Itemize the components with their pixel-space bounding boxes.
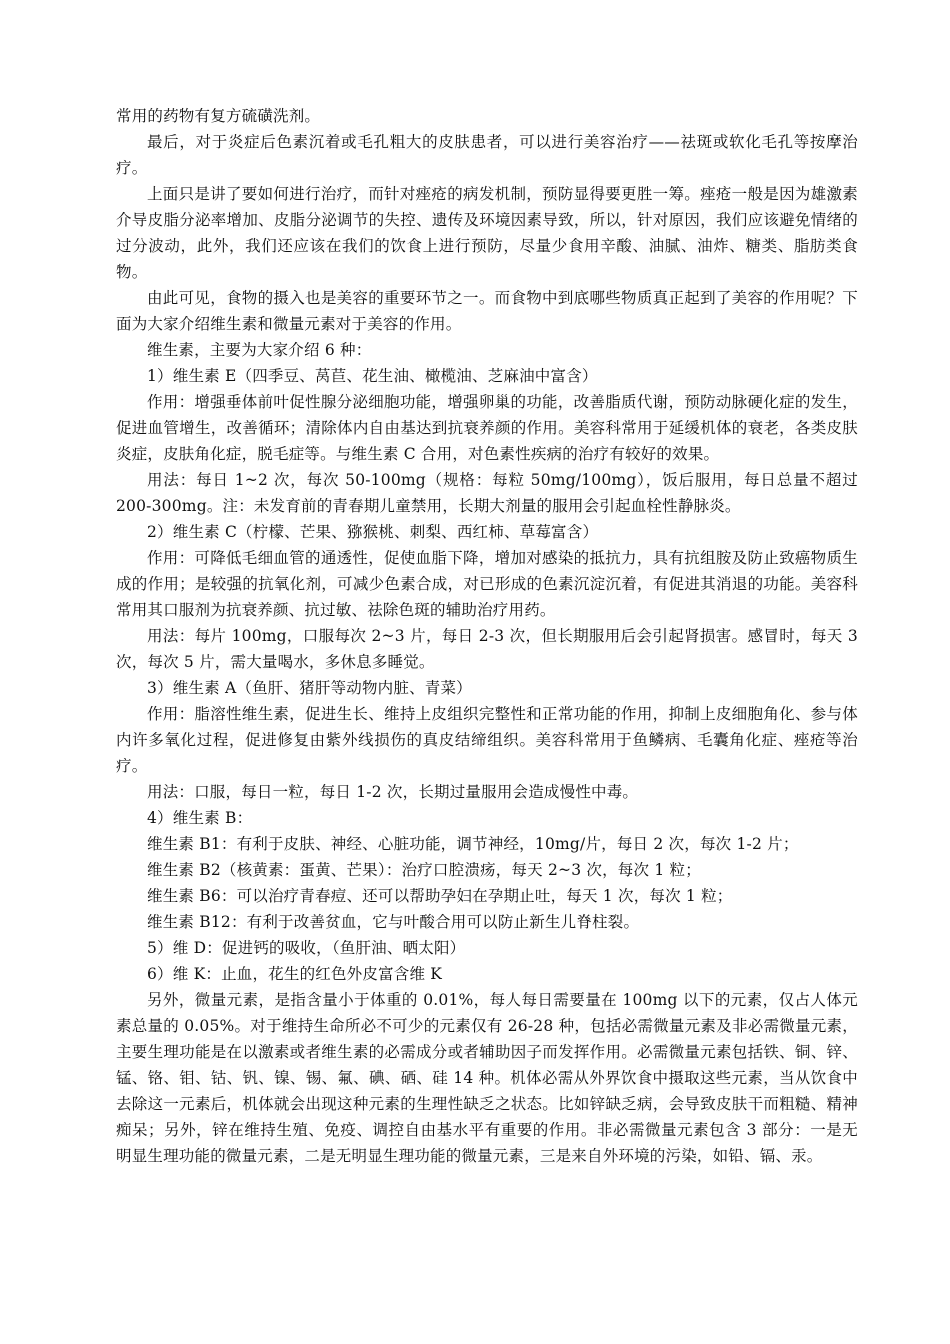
vitamin-e-usage: 用法：每日 1~2 次，每次 50-100mg（规格：每粒 50mg/100mg），饭后服用，每日总量不超过 200-300mg。注：未发育前的青春期儿童禁用，长期大剂量的服用会引起血栓性静脉炎。 — [116, 471, 858, 515]
vitamin-c-heading: 2）维生素 C（柠檬、芒果、猕猴桃、刺梨、西红柿、草莓富含） — [147, 523, 599, 541]
vitamin-a-heading: 3）维生素 A（鱼肝、猪肝等动物内脏、青菜） — [147, 679, 472, 697]
vitamin-b2: 维生素 B2（核黄素：蛋黄、芒果）：治疗口腔溃疡，每天 2~3 次，每次 1 粒； — [147, 861, 701, 879]
vitamin-b1: 维生素 B1：有利于皮肤、神经、心脏功能，调节神经，10mg/片，每日 2 次，每次 1-2 片； — [147, 835, 799, 853]
vitamin-c-usage: 用法：每片 100mg，口服每次 2~3 片，每日 2-3 次，但长期服用后会引起肾损害。感冒时，每天 3 次，每次 5 片，需大量喝水，多休息多睡觉。 — [116, 627, 858, 671]
paragraph: 由此可见，食物的摄入也是美容的重要环节之一。而食物中到底哪些物质真正起到了美容的作用呢？下面为大家介绍维生素和微量元素对于美容的作用。 — [116, 289, 858, 333]
vitamin-e-heading: 1）维生素 E（四季豆、莴苣、花生油、橄榄油、芝麻油中富含） — [147, 367, 598, 385]
vitamin-a-effect: 作用：脂溶性维生素，促进生长、维持上皮组织完整性和正常功能的作用，抑制上皮细胞角化、参与体内许多氧化过程，促进修复由紫外线损伤的真皮结缔组织。美容科常用于鱼鳞病、毛囊角化症、痤疮等治疗。 — [116, 705, 858, 775]
vitamin-e-effect: 作用：增强垂体前叶促性腺分泌细胞功能，增强卵巢的功能，改善脂质代谢，预防动脉硬化症的发生，促进血管增生，改善循环；清除体内自由基达到抗衰养颜的作用。美容科常用于延缓机体的衰老，各类皮肤炎症，皮肤角化症，脱毛症等。与维生素 C 合用，对色素性疾病的治疗有较好的效果。 — [116, 393, 858, 463]
vitamin-d: 5）维 D：促进钙的吸收，（鱼肝油、晒太阳） — [147, 939, 466, 957]
vitamin-a-usage: 用法：口服，每日一粒，每日 1-2 次，长期过量服用会造成慢性中毒。 — [147, 783, 639, 801]
paragraph: 常用的药物有复方硫磺洗剂。 — [116, 107, 321, 125]
paragraph: 上面只是讲了要如何进行治疗，而针对痤疮的病发机制，预防显得要更胜一筹。痤疮一般是因为雄激素介导皮脂分泌率增加、皮脂分泌调节的失控、遗传及环境因素导致，所以，针对原因，我们应该避免情绪的过分波动，此外，我们还应该在我们的饮食上进行预防，尽量少食用辛酸、油腻、油炸、糖类、脂肪类食物。 — [116, 185, 858, 281]
vitamin-b12: 维生素 B12：有利于改善贫血，它与叶酸合用可以防止新生儿脊柱裂。 — [147, 913, 640, 931]
vitamin-k: 6）维 K：止血，花生的红色外皮富含维 K — [147, 965, 443, 983]
document-page — [116, 103, 858, 1169]
vitamin-b-heading: 4）维生素 B： — [147, 809, 253, 827]
vitamin-c-effect: 作用：可降低毛细血管的通透性，促使血脂下降，增加对感染的抵抗力，具有抗组胺及防止致癌物质生成的作用；是较强的抗氧化剂，可减少色素合成，对已形成的色素沉淀沉着，有促进其消退的功能。美容科常用其口服剂为抗衰养颜、抗过敏、祛除色斑的辅助治疗用药。 — [116, 549, 858, 619]
section-intro: 维生素，主要为大家介绍 6 种： — [147, 341, 372, 359]
paragraph: 最后，对于炎症后色素沉着或毛孔粗大的皮肤患者，可以进行美容治疗——祛斑或软化毛孔等按摩治疗。 — [116, 133, 858, 177]
vitamin-b6: 维生素 B6：可以治疗青春痘、还可以帮助孕妇在孕期止吐，每天 1 次，每次 1 粒； — [147, 887, 733, 905]
trace-elements-paragraph: 另外，微量元素，是指含量小于体重的 0.01%，每人每日需要量在 100mg 以下的元素，仅占人体元素总量的 0.05%。对于维持生命所必不可少的元素仅有 26-28 种，包括必需微量元素及非必需微量元素，主要生理功能是在以激素或者维生素的必需成分或者辅助因子而发挥作用。必需微量元素包括铁、铜、锌、锰、铬、钼、钴、钒、镍、锡、氟、碘、硒、硅 14 种。机体必需从外界饮食中摄取这些元素，当从饮食中去除这一元素后，机体就会出现这种元素的生理性缺乏之状态。比如锌缺乏病，会导致皮肤干而粗糙、精神痴呆；另外，锌在维持生殖、免疫、调控自由基水平有重要的作用。非必需微量元素包含 3 部分：一是无明显生理功能的微量元素，二是无明显生理功能的微量元素，三是来自外环境的污染，如铅、镉、汞。 — [116, 991, 858, 1165]
